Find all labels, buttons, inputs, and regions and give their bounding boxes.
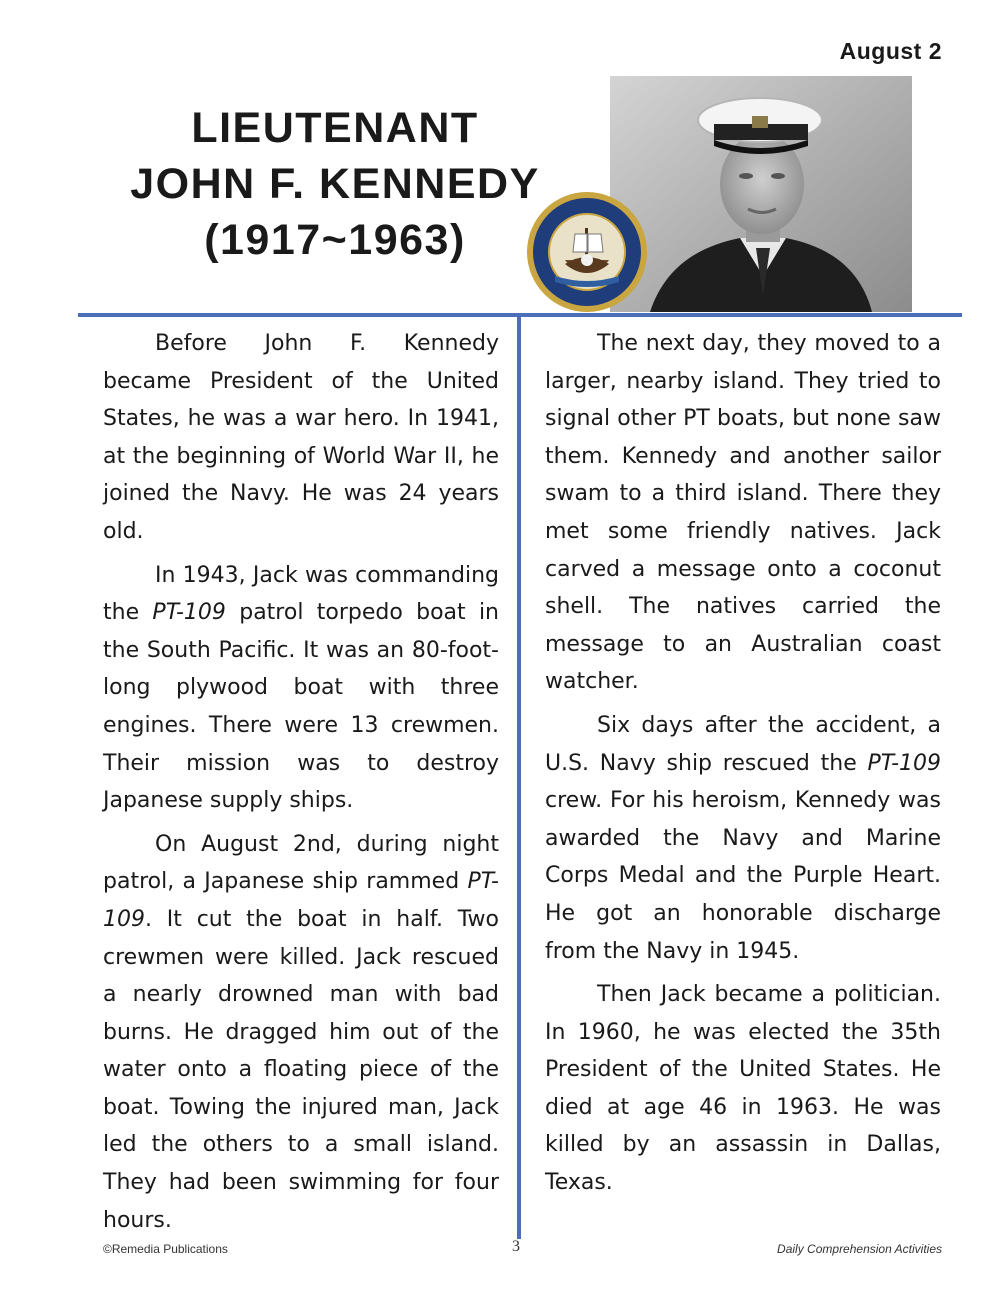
paragraph-text: In 1943, Jack was commanding the (103, 562, 499, 626)
paragraph (545, 707, 941, 970)
page-title (100, 100, 570, 268)
portrait-photo (610, 76, 912, 312)
paragraph (103, 826, 499, 1240)
paragraph-text: Six days after the accident, a U.S. Navy ship rescued the (545, 712, 941, 776)
paragraph-text: crew. For his heroism, Kennedy was awarded the Navy and Marine Corps Medal and the Purple Heart. He got an honorable discharge from the Navy in 1945. (545, 788, 941, 964)
title-line-rank: LIEUTENANT (191, 104, 479, 152)
title-line-name: JOHN F. KENNEDY (130, 160, 540, 208)
paragraph (103, 557, 499, 820)
paragraph-text: patrol torpedo boat in the South Pacific. It was an 80-foot-long plywood boat with three engines. There were 13 crewmen. Their mission was to destroy Japanese supply ships. (103, 600, 499, 814)
paragraph: The next day, they moved to a larger, nearby island. They tried to signal other PT boats, but none saw them. Kennedy and another sailor swam to a third island. There they met some friendly natives. Jack carved a message onto a coconut shell. The natives carried the message to an Australian coast watcher. (545, 331, 941, 695)
right-column (545, 325, 941, 1208)
paragraph: Before John F. Kennedy became President of the United States, he was a war hero. In 1941, at the beginning of World War II, he joined the Navy. He was 24 years old. (103, 331, 499, 544)
ship-name: PT-109 (103, 869, 499, 932)
series-title: Daily Comprehension Activities (777, 1242, 942, 1256)
publisher-credit: ©Remedia Publications (103, 1242, 228, 1256)
paragraph-text: On August 2nd, during night patrol, a Japanese ship rammed (103, 831, 499, 895)
navy-seal-emblem (525, 190, 649, 314)
left-column (103, 325, 499, 1245)
ship-name: PT-109 (867, 750, 941, 776)
paragraph: Then Jack became a politician. In 1960, he was elected the 35th President of the United States. He died at age 46 in 1963. He was killed by an assassin in Dallas, Texas. (545, 982, 941, 1196)
title-line-years: (1917~1963) (204, 216, 466, 264)
ship-name: PT-109 (152, 600, 226, 626)
page-date: August 2 (839, 38, 942, 64)
paragraph-text: . It cut the boat in half. Two crewmen were killed. Jack rescued a nearly drowned man with bad burns. He dragged him out of the water onto a floating piece of the boat. Towing the injured man, Jack led the others to a small island. They had been swimming for four hours. (103, 906, 499, 1233)
column-divider (517, 317, 521, 1239)
page-number: 3 (512, 1238, 520, 1255)
